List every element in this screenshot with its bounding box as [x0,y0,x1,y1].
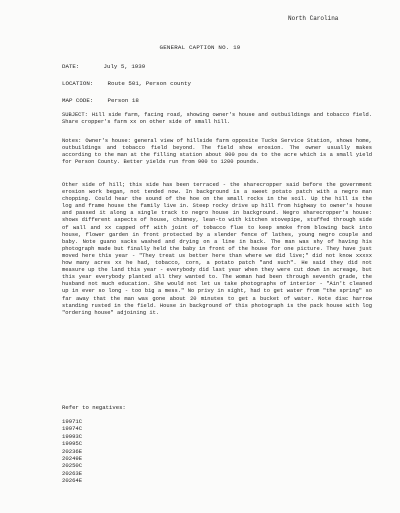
state-heading: North Carolina [288,15,339,22]
body-paragraph: Other side of hill; this side has been terraced - the sharecropper said before the government erosion work began, not tended now. In background is a sweet potato patch with a negro man chopping. Could hear the sound of the hoe on the small rocks in the soil. Up the hill is the log and frame house the family live in. Steep rocky drive up hill from highway to owner's house and passed it along a single track to negro house in background. Negro sharecropper's house: shows different aspects of house, chimney, lean-to with kitchen stovepipe, stuffed through side of wall and xx capped off with joint of tobacco flue to keep smoke from blowing back into house, flower garden in front protected by a slender fence of lathes, young negro couple and baby. Note guano sacks washed and drying on a line in back. The man was shy of having his photograph made but finally held the baby in front of the house for one picture. They have just moved here this year - "They treat us better here than where we did live;" did not know xxxxx how many acres xx he had, tobacco, corn, a potato patch "and such". He said they did not measure up the land this year - everybody did last year when they were cut down in acreage, but this year everybody planted all they wanted to. The woman had been through seventh grade, the husband not much education. She would not let us take photographs of interior - "Ain't cleaned up in ever so long - too big a mess." No privy in sight, had to get water from "the spring" so far away that the man was gone about 20 minutes to get a bucket of water. Note disc harrow standing rusted in the field. House in background of this photograph is the pack house with log "ordering house" adjoining it. [62,182,372,316]
date-field [62,63,145,70]
negative-item: 19971C [62,418,83,425]
negative-item: 20264E [62,477,83,485]
notes-label: Notes: [62,138,82,144]
negatives-title: Refer to negatives: [62,404,126,411]
map-code-field [62,97,139,104]
map-code-value: Person 18 [107,97,139,104]
negative-item: 20263E [62,469,83,477]
negative-item: 19974C [62,425,83,433]
date-label: DATE: [62,63,80,70]
map-code-label: MAP CODE: [62,97,94,104]
negatives-list [62,418,82,485]
negative-item: 19995C [62,440,83,448]
date-value: July 5, 1939 [103,63,146,70]
notes-text: Owner's house: general view of hillside farm opposite Tucks Service Station, shows home, outbuildings and tobacco field beyond. The field show erosion. The owner usually makes according to the man at the filling station about 800 pou ds to the acre which is a small yield for Person County. Better yields run from 900 to 1200 pounds. [62,138,372,166]
negative-item: 20250C [62,462,83,470]
negative-item: 20236E [62,447,83,455]
location-label: LOCATION: [62,80,94,87]
subject-block [62,112,372,126]
negative-item: 19993C [62,432,83,440]
caption-title: GENERAL CAPTION NO. 19 [159,44,241,51]
location-field [62,80,191,87]
location-value: Route 501, Person county [107,80,191,87]
negative-item: 20249E [62,455,83,463]
subject-label: SUBJECT: [62,112,88,118]
notes-block [62,138,372,166]
subject-text: Hill side farm, facing road, showing owner's house and outbuildings and tobacco field. Share cropper's farm xx on other side of small hill. [62,112,372,126]
